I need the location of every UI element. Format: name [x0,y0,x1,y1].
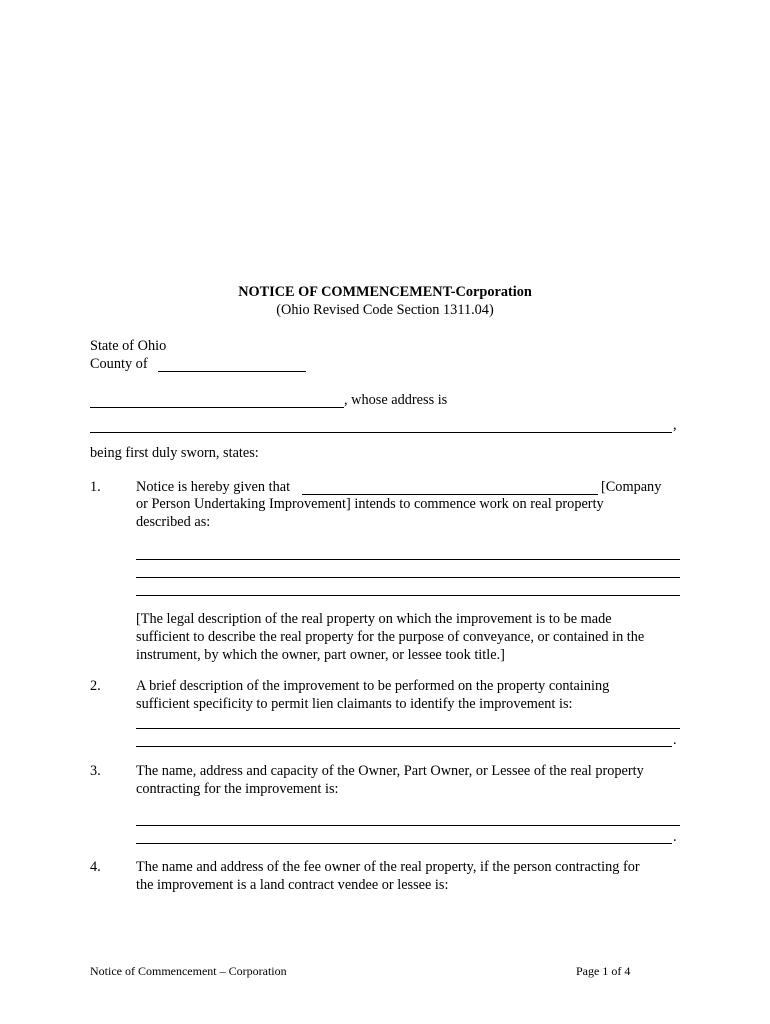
legal-note-line-2: sufficient to describe the real property for the purpose of conveyance, or contained in the [136,629,645,645]
item-4-line-1: The name and address of the fee owner of the real property, if the person contracting for [136,859,640,875]
improvement-line-1[interactable] [136,728,680,729]
item-1-text-b: [Company [601,479,662,495]
whose-address-text: , whose address is [344,392,448,408]
legal-description-line-1[interactable] [136,559,680,560]
sworn-statement: being first duly sworn, states: [90,445,259,461]
document-subtitle: (Ohio Revised Code Section 1311.04) [276,302,494,318]
county-label: County of [90,356,148,372]
item-1-text-d: described as: [136,514,211,530]
item-2-number: 2. [90,678,101,694]
item-1-number: 1. [90,479,101,495]
item-2-line-1: A brief description of the improvement to be performed on the property containing [136,678,610,694]
legal-note-line-3: instrument, by which the owner, part owner, or lessee took title.] [136,647,505,663]
legal-description-line-2[interactable] [136,577,680,578]
item-3-number: 3. [90,763,101,779]
affiant-address-blank[interactable] [90,432,672,433]
owner-line-2[interactable] [136,843,672,844]
item-1-text-c: or Person Undertaking Improvement] intends to commence work on real property [136,496,604,512]
document-title: NOTICE OF COMMENCEMENT-Corporation [238,284,532,300]
legal-note-line-1: [The legal description of the real property on which the improvement is to be made [136,611,612,627]
page-number: Page 1 of 4 [576,964,631,978]
affiant-name-blank[interactable] [90,407,344,408]
item-4-line-2: the improvement is a land contract vendee or lessee is: [136,877,449,893]
legal-description-line-3[interactable] [136,595,680,596]
county-blank[interactable] [158,371,306,372]
item-4-number: 4. [90,859,101,875]
item-1-text-a: Notice is hereby given that [136,479,291,495]
owner-line-1[interactable] [136,825,680,826]
item-3-line-1: The name, address and capacity of the Owner, Part Owner, or Lessee of the real property [136,763,644,779]
item-2-line-2: sufficient specificity to permit lien claimants to identify the improvement is: [136,696,573,712]
item-3-end-mark: . [673,829,677,845]
address-comma: , [673,417,677,433]
improvement-line-2[interactable] [136,746,672,747]
state-line: State of Ohio [90,338,167,354]
item-3-line-2: contracting for the improvement is: [136,781,339,797]
footer-left: Notice of Commencement – Corporation [90,964,287,978]
item-2-end-mark: . [673,732,677,748]
